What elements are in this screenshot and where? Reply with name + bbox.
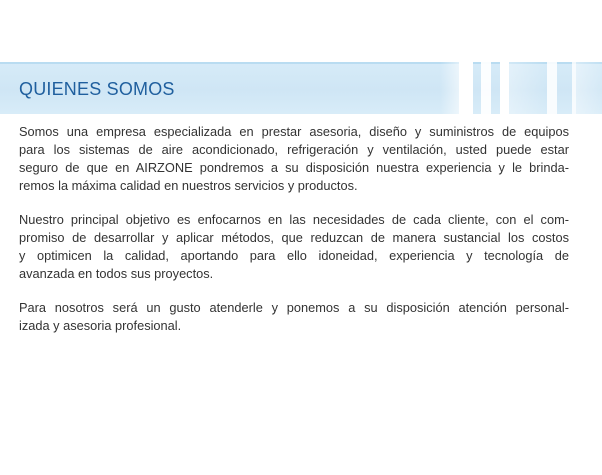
text-line: Para nosotros será un gusto atenderle y ponemos a su disposición atención personal-: [19, 300, 569, 315]
text-line: promiso de desarrollar y aplicar métodos, que reduzcan de manera sustancial los costos: [19, 230, 569, 245]
banner-stripe: [500, 62, 509, 114]
text-line: avanzada en todos sus proyectos.: [19, 266, 214, 281]
page-title: QUIENES SOMOS: [19, 79, 175, 99]
banner-decoration: [509, 62, 547, 114]
banner-stripe: [481, 62, 491, 114]
about-content: [19, 123, 569, 351]
paragraph-intro: [19, 123, 569, 195]
text-line: Somos una empresa especializada en prestar asesoria, diseño y suministros de equipos: [19, 124, 569, 139]
text-line: seguro de que en AIRZONE pondremos a su disposición nuestra experiencia y le brinda-: [19, 160, 569, 175]
paragraph-objective: [19, 211, 569, 283]
text-line: izada y asesoria profesional.: [19, 318, 182, 333]
text-line: y optimicen la calidad, aportando para ello idoneidad, experiencia y tecnología de: [19, 248, 569, 263]
text-line: Nuestro principal objetivo es enfocarnos en las necesidades de cada cliente, con el com-: [19, 212, 569, 227]
banner-stripe: [459, 62, 473, 114]
text-line: para los sistemas de aire acondicionado, refrigeración y ventilación, usted puede estar: [19, 142, 569, 157]
banner-decoration: [440, 62, 459, 114]
banner-stripe: [547, 62, 557, 114]
banner-decoration: [576, 62, 602, 114]
paragraph-service: [19, 299, 569, 335]
text-line: remos la máxima calidad en nuestros servicios y productos.: [19, 178, 358, 193]
